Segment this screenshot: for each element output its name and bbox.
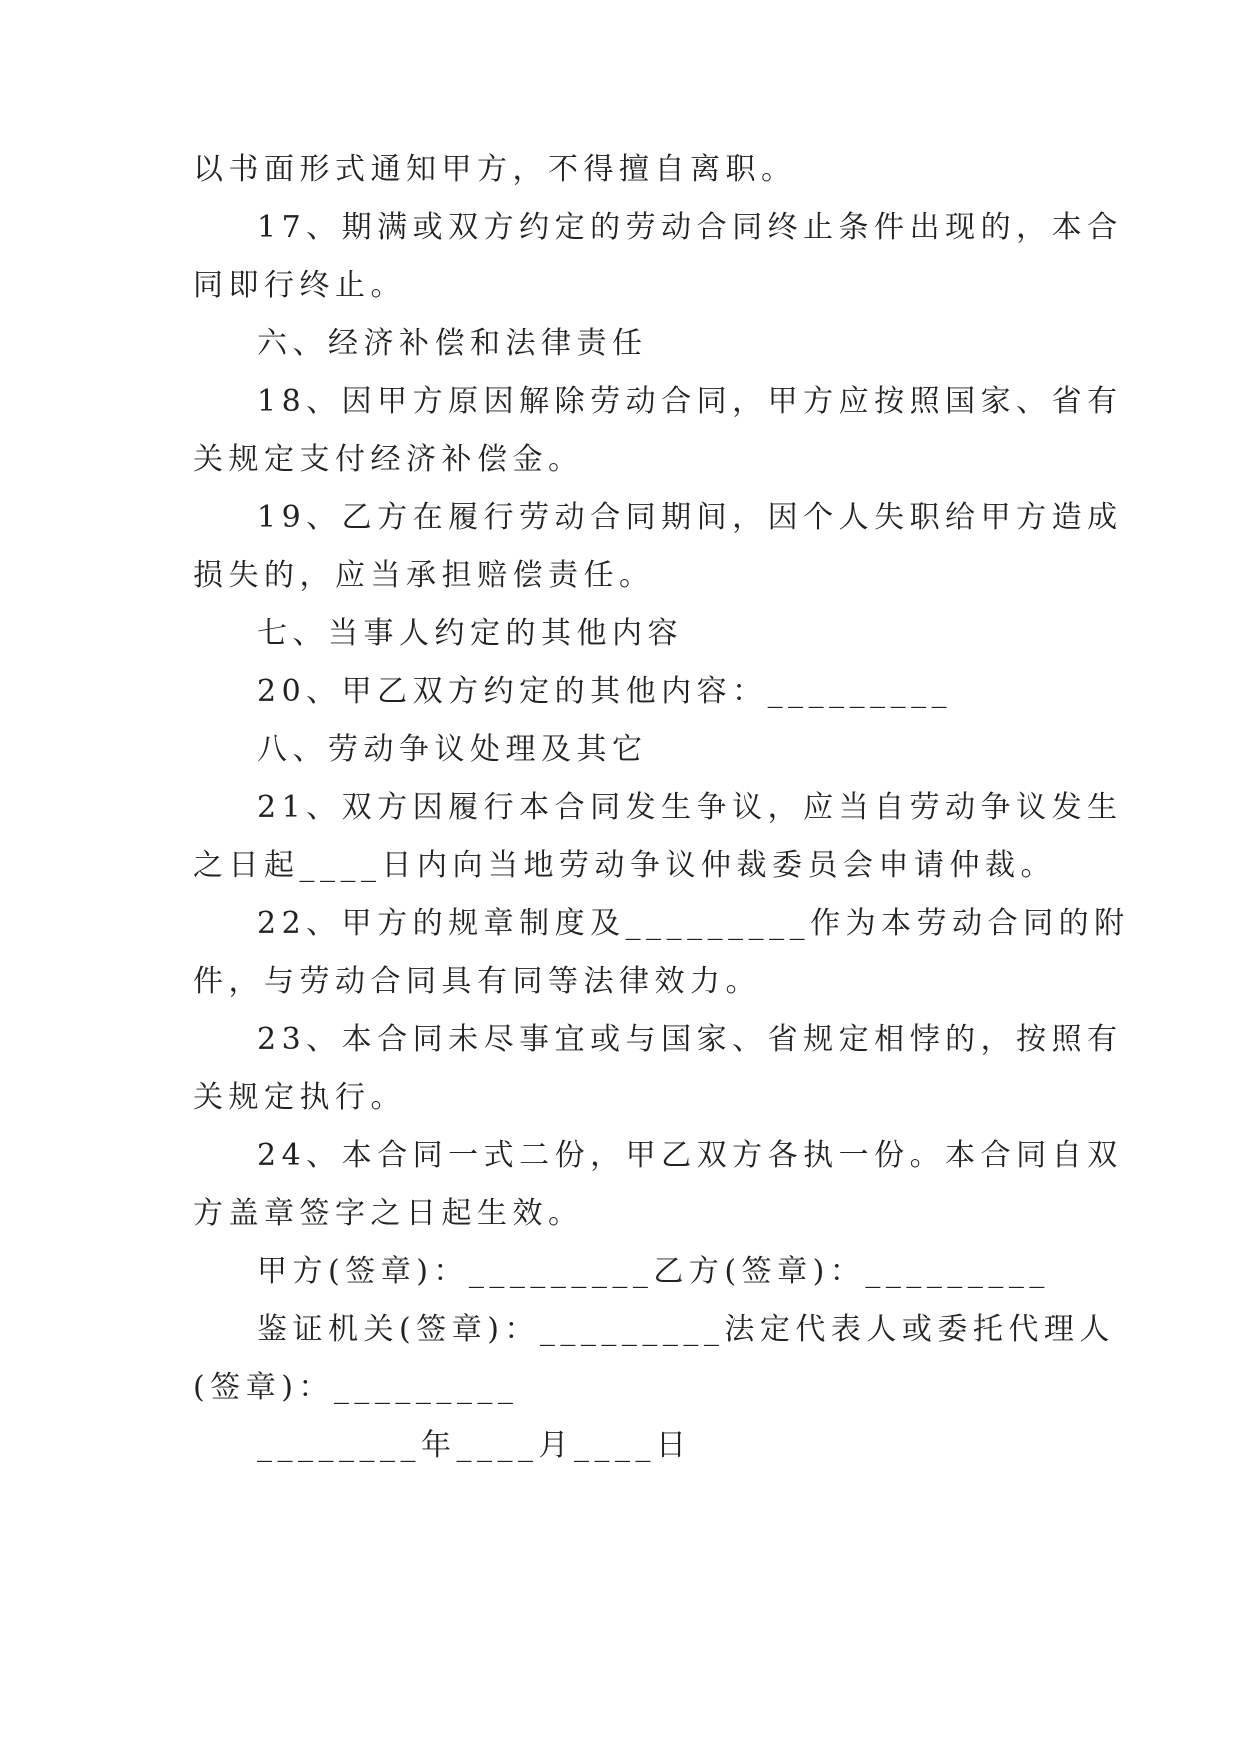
signature-line-authority-1: 鉴证机关(签章)：_________法定代表人或委托代理人	[257, 1312, 1115, 1347]
clause-23-line-2: 关规定执行。	[193, 1080, 406, 1115]
clause-24-line-1: 24、本合同一式二份，甲乙双方各执一份。本合同自双	[257, 1138, 1123, 1173]
clause-19-line-2: 损失的，应当承担赔偿责任。	[193, 558, 655, 593]
clause-21-line-1: 21、双方因履行本合同发生争议，应当自劳动争议发生	[257, 790, 1123, 825]
clause-18-line-2: 关规定支付经济补偿金。	[193, 442, 584, 477]
clause-17-line-1: 17、期满或双方约定的劳动合同终止条件出现的，本合	[257, 210, 1123, 245]
signature-line-authority-2: (签章)：_________	[193, 1370, 519, 1405]
section-heading-8: 八、劳动争议处理及其它	[257, 732, 648, 767]
section-heading-7: 七、当事人约定的其他内容	[257, 616, 683, 651]
clause-22-line-2: 件，与劳动合同具有同等法律效力。	[193, 964, 761, 999]
clause-20-line: 20、甲乙双方约定的其他内容：_________	[257, 674, 953, 709]
clause-22-line-1: 22、甲方的规章制度及_________作为本劳动合同的附	[257, 906, 1130, 941]
paragraph-line: 以书面形式通知甲方，不得擅自离职。	[193, 152, 797, 187]
clause-18-line-1: 18、因甲方原因解除劳动合同，甲方应按照国家、省有	[257, 384, 1123, 419]
signature-line-parties: 甲方(签章)：_________乙方(签章)：_________	[257, 1254, 1050, 1289]
clause-17-line-2: 同即行终止。	[193, 268, 406, 303]
clause-21-line-2: 之日起____日内向当地劳动争议仲裁委员会申请仲裁。	[193, 848, 1056, 883]
clause-24-line-2: 方盖章签字之日起生效。	[193, 1196, 584, 1231]
section-heading-6: 六、经济补偿和法律责任	[257, 326, 648, 361]
date-line: ________年____月____日	[257, 1428, 692, 1463]
clause-19-line-1: 19、乙方在履行劳动合同期间，因个人失职给甲方造成	[257, 500, 1123, 535]
clause-23-line-1: 23、本合同未尽事宜或与国家、省规定相悖的，按照有	[257, 1022, 1123, 1057]
